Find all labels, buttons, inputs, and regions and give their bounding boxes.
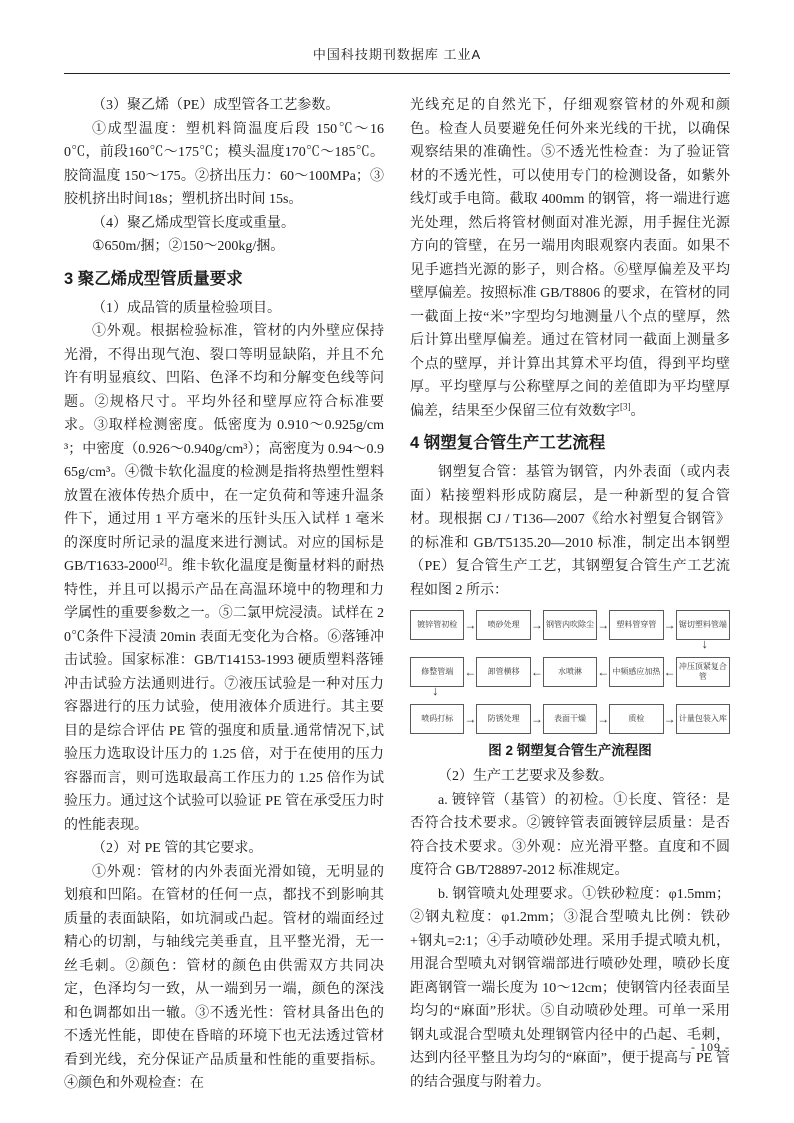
arrow-down-icon: ↓ <box>701 636 708 651</box>
arrow-left-icon: ← <box>663 665 676 679</box>
flow-step-unload-transfer: 卸管横移 <box>476 657 530 687</box>
continuation-text-b: 。 <box>630 403 645 419</box>
paragraph-inspection-items <box>64 320 384 837</box>
flow-step-initial-inspection: 镀锌管初检 <box>410 610 464 640</box>
arrow-right-icon: → <box>464 618 477 632</box>
paragraph-pe-params: ①成型温度：塑机料筒温度后段 150℃～160℃，前段160℃～175℃；模头温度170℃～185℃。胶筒温度 150～175。②挤出压力：60～100MPa；③胶机挤出时间18s；塑机挤出时间 15s。 <box>64 121 384 207</box>
paragraph-pe-length-title: （4）聚乙烯成型管长度或重量。 <box>92 215 295 231</box>
paragraph-initial-inspection: a. 镀锌管（基管）的初检。①长度、管径：是否符合技术要求。②镀锌管表面镀锌层质量：是否符合技术要求。③外观：应光滑平整。直度和不圆度符合 GB/T28897-2012 标准规定。 <box>410 792 730 878</box>
flow-step-pack-warehouse: 计量包装入库 <box>676 704 730 734</box>
paragraph-other-requirements-title: （2）对 PE 管的其它要求。 <box>92 841 263 856</box>
paragraph-inspection-items-title: （1）成品管的质量检验项目。 <box>92 300 281 316</box>
arrow-down-icon: ↓ <box>432 683 439 698</box>
reference-2: [2] <box>156 556 168 567</box>
flow-step-trim-ends: 修整管端 <box>410 657 464 687</box>
inspection-text-a: ①外观。根据检验标准，管材的内外壁应保持光滑，不得出现气泡、裂口等明显缺陷，并且不允许有明显痕纹、凹陷、色泽不均和分解变色线等问题。②规格尺寸。平均外径和壁厚应符合标准要求。③取样检测密度。低密度为 0.910～0.925g/cm³；中密度（0.926～0.940g/cm³）；高密度为 0.94～0.965g/cm³。④微卡软化温度的检测是指将热塑性塑料放置在液体传热介质中，在一定负荷和等速升温条件下，通过用 1 平方毫米的压针头压入试样 1 毫米的深度时所记录的温度来进行测试。对应的国标是 GB/T1633-2000 <box>64 324 384 574</box>
flow-step-code-marking: 喷码打标 <box>410 704 464 734</box>
flow-step-saw-cut: 锯切塑料管端 <box>676 610 730 640</box>
paragraph-continuation <box>410 94 730 423</box>
paragraph-composite-pipe-intro: 钢塑复合管：基管为钢管，内外表面（或内表面）粘接塑料形成防腐层，是一种新型的复合管材。现根据 CJ / T136—2007《给水衬塑复合钢管》的标准和 GB/T5135.20—2010 标准，制定出本钢塑（PE）复合管生产工艺，其钢塑复合管生产工艺流程如图 2 所示： <box>410 465 730 598</box>
inspection-text-b: 。维卡软化温度是衡量材料的耐热特性，并且可以揭示产品在高温环境中的物理和力学属性的重要参数之一。⑤二氯甲烷浸渍。试样在 20℃条件下浸渍 20min 表面无变化为合格。⑥落锤冲击试验。国家标准：GB/T14153-1993 硬质塑料落锤冲击试验方法通则进行。⑦液压试验是一种对压力容器进行的压力试验，使用液体介质进行。其主要目的是综合评估 PE 管的强度和质量.通常情况下,试验压力选取设计压力的 1.25 倍，对于在使用的压力容器而言，则可选取最高工作压力的 1.25 倍作为试验压力。通过这个试验可以验证 PE 管在承受压力时的性能表现。 <box>64 559 384 833</box>
paragraph-shot-blasting: b. 钢管喷丸处理要求。①铁砂粒度：φ1.5mm；②钢丸粒度：φ1.2mm；③混合型喷丸比例：铁砂+钢丸=2:1；④手动喷砂处理。采用手提式喷丸机，用混合型喷丸对钢管端部进行喷砂处理，喷砂长度距离钢管一端长度为 10～12cm；使钢管内径表面呈均匀的“麻面”形状。⑤自动喷砂处理。可单一采用钢丸或混合型喷丸处理钢管内径中的凸起、毛刺，达到内径平整且为均匀的“麻面”，便于提高与 PE 管的结合强度与附着力。 <box>410 886 730 1090</box>
paragraph-pe-length: ①650m/捆；②150～200kg/捆。 <box>92 239 285 254</box>
page-header <box>64 0 730 74</box>
arrow-right-icon: → <box>597 712 610 726</box>
flow-step-surface-drying: 表面干燥 <box>543 704 597 734</box>
paragraph-pe-params-title: （3）聚乙烯（PE）成型管各工艺参数。 <box>92 98 340 113</box>
production-flowchart <box>410 610 730 734</box>
flow-step-dust-blow: 钢管内吹除尘 <box>543 610 597 640</box>
arrow-left-icon: ← <box>530 665 543 679</box>
arrow-left-icon: ← <box>464 665 477 679</box>
two-column-body <box>64 94 730 1096</box>
reference-3: [3] <box>620 400 631 411</box>
arrow-right-icon: → <box>597 618 610 632</box>
paragraph-other-requirements: ①外观：管材的内外表面光滑如镜，无明显的划痕和凹陷。在管材的任何一点，都找不到影响其质量的表面缺陷，如坑洞或凸起。管材的端面经过精心的切割，与轴线完美垂直，且平整光滑，无一丝毛刺。②颜色：管材的颜色由供需双方共同决定，色泽均匀一致，从一端到另一端，颜色的深浅和色调都如出一辙。③不透光性：管材具备出色的不透光性能，即使在昏暗的环境下也无法透过管材看到光线，充分保证产品质量和性能的重要指标。④颜色和外观检查：在 <box>64 864 384 1091</box>
left-column <box>64 94 384 1096</box>
figure-2-caption: 图 2 钢塑复合管生产流程图 <box>488 743 652 758</box>
journal-title: 中国科技期刊数据库 工业A <box>312 47 482 62</box>
page-number: - 109 - <box>691 1040 730 1054</box>
arrow-right-icon: → <box>530 712 543 726</box>
flow-step-induction-heating: 中频感应加热 <box>609 657 663 687</box>
flow-step-rust-prevention: 防锈处理 <box>476 704 530 734</box>
arrow-left-icon: ← <box>597 665 610 679</box>
flow-step-pipe-threading: 塑料管穿管 <box>609 610 663 640</box>
flow-step-press-composite: 冲压顶紧复合管 <box>676 657 730 687</box>
flowchart-row-3 <box>410 704 730 734</box>
arrow-right-icon: → <box>530 618 543 632</box>
flowchart-row-2 <box>410 657 730 687</box>
section-4-heading: 4 钢塑复合管生产工艺流程 <box>410 434 606 452</box>
flow-step-quality-check: 质检 <box>609 704 663 734</box>
section-3-heading: 3 聚乙烯成型管质量要求 <box>64 269 243 288</box>
arrow-right-icon: → <box>464 712 477 726</box>
flowchart-row-1 <box>410 610 730 640</box>
arrow-right-icon: → <box>663 618 676 632</box>
flow-step-sandblasting: 喷砂处理 <box>476 610 530 640</box>
arrow-right-icon: → <box>663 712 676 726</box>
right-column <box>410 94 730 1096</box>
flow-step-water-spray: 水喷淋 <box>543 657 597 687</box>
paragraph-process-requirements-title: （2）生产工艺要求及参数。 <box>438 769 613 784</box>
continuation-text-a: 光线充足的自然光下，仔细观察管材的外观和颜色。检查人员要避免任何外来光线的干扰，以确保观察结果的准确性。⑤不透光性检查：为了验证管材的不透光性，可以使用专门的检测设备，如紫外线灯或手电筒。截取 400mm 的钢管，将一端进行遮光处理，然后将管材侧面对准光源，用手握住光源方向的管壁，在另一端用肉眼观察内表面。如果不见手遮挡光源的影子，则合格。⑥壁厚偏差及平均壁厚偏差。按照标准 GB/T8806 的要求，在管材的同一截面上按“米”字型均匀地测量八个点的壁厚，然后计算出壁厚偏差。通过在管材同一截面上测量多个点的壁厚，并计算出其算术平均值，得到平均壁厚。平均壁厚与公称壁厚之间的差值即为平均壁厚偏差，结果至少保留三位有效数字 <box>410 98 730 419</box>
